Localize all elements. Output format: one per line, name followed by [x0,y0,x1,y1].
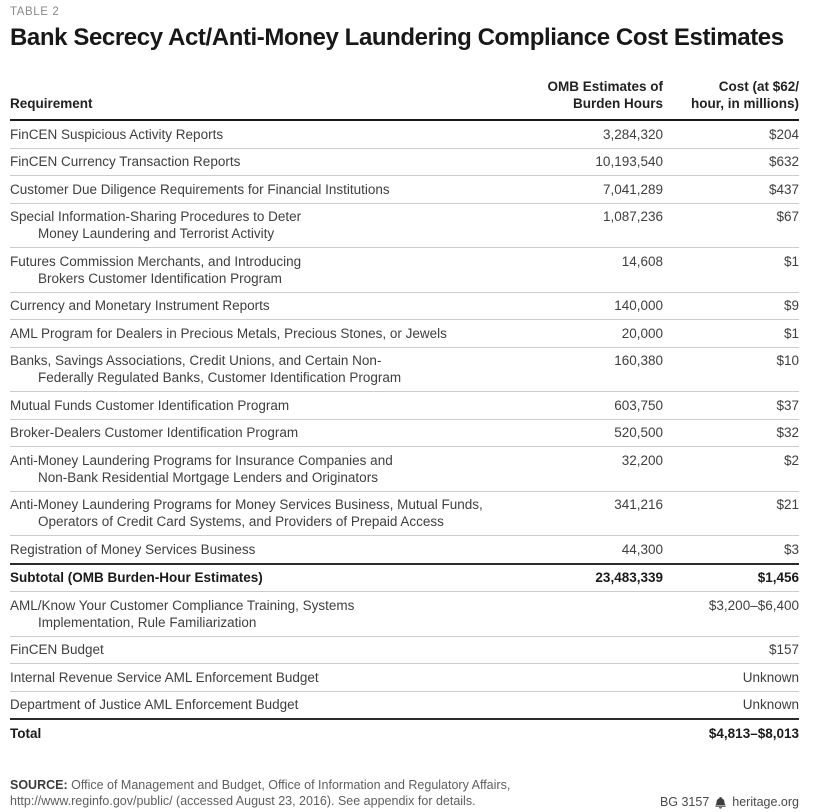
table-row [10,247,799,292]
table-row [10,292,799,320]
report-id: BG 3157 [659,795,710,810]
burden-hours-cell: 603,750 [614,397,663,413]
cost-cell: $1,456 [757,570,799,586]
burden-hours-header-line2: Burden Hours [572,96,663,112]
cost-header-line1: Cost (at $62/ [718,79,799,95]
cost-header-line2: hour, in millions) [691,96,799,112]
burden-hours-cell: 1,087,236 [602,209,663,225]
table-row [10,175,799,203]
requirement-cell: FinCEN Currency Transaction Reports [10,154,241,170]
cost-cell: $32 [776,425,799,441]
source-text-line2: http://www.reginfo.gov/public/ (accessed August 23, 2016). See appendix for details. [10,793,476,808]
cost-cell: $9 [783,298,799,314]
column-header-requirement: Requirement [10,96,93,112]
requirement-cell: Currency and Monetary Instrument Reports [10,298,270,314]
liberty-bell-icon [714,796,727,809]
cost-cell: $157 [768,642,799,658]
table-row [10,148,799,176]
cost-cell: $437 [768,181,799,197]
burden-hours-cell: 32,200 [621,452,663,468]
burden-hours-cell: 44,300 [621,541,663,557]
source-note [10,777,510,810]
table-row [10,718,799,747]
site-name: heritage.org [732,795,799,810]
requirement-cell: Internal Revenue Service AML Enforcement Budget [10,669,319,685]
table-row [10,203,799,248]
cost-cell: Unknown [742,669,799,685]
requirement-cell: Futures Commission Merchants, and Introducing Brokers Customer Identification Program [10,253,302,286]
burden-hours-cell: 341,216 [614,497,663,513]
burden-hours-cell: 23,483,339 [595,570,663,586]
table-row [10,535,799,563]
cost-cell: $1 [783,253,799,269]
cost-cell: Unknown [742,697,799,713]
burden-hours-cell: 10,193,540 [595,154,663,170]
table-row [10,121,799,148]
burden-hours-cell: 3,284,320 [602,126,663,142]
table-number-label: TABLE 2 [10,6,60,18]
page-footer [10,777,799,810]
cost-cell: $1 [783,325,799,341]
cost-cell: $3,200–$6,400 [708,597,799,613]
cost-cell: $21 [776,497,799,513]
requirement-cell: AML/Know Your Customer Compliance Training, Systems Implementation, Rule Familiarization [10,597,355,630]
burden-hours-cell: 14,608 [621,253,663,269]
table-row [10,391,799,419]
cost-cell: $10 [776,353,799,369]
requirement-cell: Registration of Money Services Business [10,541,256,557]
column-header-cost [663,79,799,113]
table-row [10,663,799,691]
table-row [10,691,799,719]
burden-hours-cell: 520,500 [614,425,663,441]
table-row [10,319,799,347]
requirement-cell: Department of Justice AML Enforcement Budget [10,697,299,713]
table-row [10,491,799,536]
cost-cell: $67 [776,209,799,225]
requirement-cell: Subtotal (OMB Burden-Hour Estimates) [10,570,263,586]
burden-hours-cell: 7,041,289 [602,181,663,197]
table-row [10,563,799,592]
burden-hours-header-line1: OMB Estimates of [547,79,663,95]
requirement-cell: FinCEN Suspicious Activity Reports [10,126,224,142]
table-row [10,446,799,491]
table-body [10,121,799,747]
requirement-cell: Special Information-Sharing Procedures to Deter Money Laundering and Terrorist Activity [10,209,302,242]
page-title: Bank Secrecy Act/Anti-Money Laundering Compliance Cost Estimates [10,24,784,51]
requirement-cell: FinCEN Budget [10,642,104,658]
requirement-cell: Total [10,725,42,741]
source-label: SOURCE: [10,777,68,792]
burden-hours-cell: 160,380 [614,353,663,369]
burden-hours-cell: 140,000 [614,298,663,314]
cost-cell: $3 [783,541,799,557]
burden-hours-cell: 20,000 [621,325,663,341]
table-row [10,591,799,636]
publication-credit [660,795,799,809]
cost-cell: $2 [783,452,799,468]
table-header-row [10,79,799,121]
requirement-cell: Anti-Money Laundering Programs for Money Services Business, Mutual Funds, Operators of Credit Card Systems, and Providers of Prepaid Access [10,497,483,530]
requirement-cell: Banks, Savings Associations, Credit Unions, and Certain Non- Federally Regulated Banks, Customer Identification Program [10,353,402,386]
cost-cell: $204 [768,126,799,142]
requirement-cell: Customer Due Diligence Requirements for Financial Institutions [10,181,390,197]
cost-cell: $37 [776,397,799,413]
table-row [10,636,799,664]
requirement-cell: Anti-Money Laundering Programs for Insurance Companies and Non-Bank Residential Mortgage Lenders and Originators [10,452,393,485]
table-row [10,419,799,447]
source-text-line1: Office of Management and Budget, Office of Information and Regulatory Affairs, [71,777,511,792]
requirement-cell: Mutual Funds Customer Identification Program [10,397,290,413]
cost-cell: $632 [768,154,799,170]
column-header-burden-hours [513,79,663,113]
table-row [10,347,799,392]
requirement-cell: Broker-Dealers Customer Identification Program [10,425,299,441]
compliance-cost-table [10,79,799,746]
requirement-cell: AML Program for Dealers in Precious Metals, Precious Stones, or Jewels [10,325,447,341]
cost-cell: $4,813–$8,013 [708,725,799,741]
